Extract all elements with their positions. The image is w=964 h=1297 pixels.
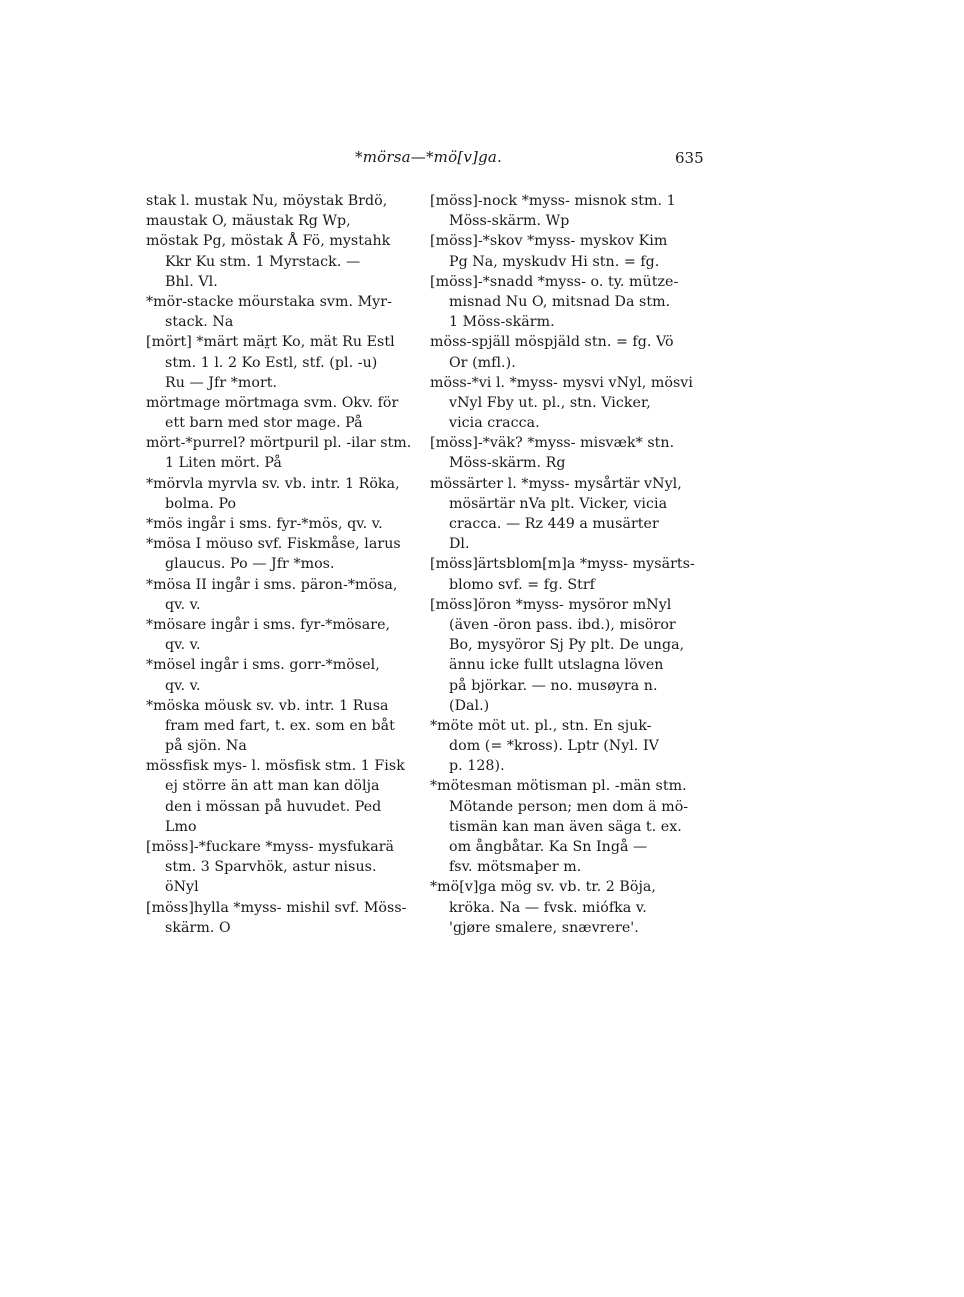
entry-continuation-line: Möss-skärm. Rg <box>449 455 566 472</box>
entry-line: [möss]-*skov *myss- myskov Kim <box>430 233 668 250</box>
entry-continuation-line: Dl. <box>449 536 470 553</box>
entry-continuation-line: om ångbåtar. Ka Sn Ingå — <box>449 839 648 855</box>
entry-line: *mösare ingår i sms. fyr-*mösare, <box>146 616 391 633</box>
entry-continuation-line: Or (mfl.). <box>449 354 516 371</box>
entry-continuation-line: (även -öron pass. ibd.), misöror <box>449 616 676 633</box>
entry-continuation-line: ett barn med stor mage. På <box>165 415 363 432</box>
entry-line: [möss]-*väk? *myss- misvæk* stn. <box>430 435 675 452</box>
entry-line: [möss]-nock *myss- misnok stm. 1 <box>430 193 676 209</box>
entry-line: [mört] *märt mär̤t Ko, mät Ru Estl <box>146 334 395 351</box>
entry-continuation-line: 'gjøre smalere, snævrere'. <box>449 919 639 936</box>
page-number: 635 <box>675 149 704 167</box>
entry-continuation-line: Mötande person; men dom ä mö- <box>449 798 689 815</box>
entry-line: stak l. mustak Nu, möystak Brdö, <box>146 193 388 209</box>
entry-continuation-line: skärm. O <box>165 919 231 936</box>
entry-line: *mör-stacke möurstaka svm. Myr- <box>146 293 392 310</box>
entry-continuation-line: misnad Nu O, mitsnad Da stm. <box>449 293 671 310</box>
entry-line: *mös ingår i sms. fyr-*mös, qv. v. <box>146 516 383 532</box>
entry-line: mössärter l. *myss- mysårtär vNyl, <box>430 475 682 492</box>
entry-continuation-line: på björkar. — no. musøyra n. <box>449 677 658 694</box>
entry-line: [möss]-*fuckare *myss- mysfukarä <box>146 839 395 855</box>
entry-line: *mö[v]ga möɡ sv. vb. tr. 2 Böja, <box>430 879 656 896</box>
entry-continuation-line: stm. 1 l. 2 Ko Estl, stf. (pl. -u) <box>165 354 378 371</box>
entry-continuation-line: öNyl <box>165 879 199 896</box>
right-column <box>430 191 730 938</box>
entry-line: [möss]hylla *myss- mishil svf. Möss- <box>146 899 407 916</box>
entry-continuation-line: (Dal.) <box>449 697 490 714</box>
entry-continuation-line: vNyl Fby ut. pl., stn. Vicker, <box>449 394 651 411</box>
entry-continuation-line: bolma. Po <box>165 495 237 512</box>
entry-line: mössfisk mys- l. mösfisk stm. 1 Fisk <box>146 758 405 775</box>
entry-line: maustak O, mäustak Rg Wp, <box>146 213 351 230</box>
entry-line: *mörvla myrvla sv. vb. intr. 1 Röka, <box>146 475 400 492</box>
entry-continuation-line: qv. v. <box>165 596 201 613</box>
entry-line: möstak Pg, möstak Å Fö, mystahk <box>146 233 391 250</box>
entry-line: [möss]öron *myss- mysöror mNyl <box>430 596 672 613</box>
entry-continuation-line: den i mössan på huvudet. Ped <box>165 798 382 815</box>
entry-continuation-line: qv. v. <box>165 677 201 694</box>
entry-line: mört-*purrel? mörtpuril pl. -ilar stm. <box>146 435 412 452</box>
entry-continuation-line: fram med fart, t. ex. som en båt <box>165 717 395 734</box>
entry-continuation-line: glaucus. Po — Jfr *mos. <box>165 556 335 573</box>
entry-line: möss-*vi l. *myss- mysvi vNyl, mösvi <box>430 374 693 391</box>
entry-line: möss-spjäll möspjäld stn. = fg. Vö <box>430 334 674 351</box>
entry-continuation-line: vicia cracca. <box>449 415 540 432</box>
entry-continuation-line: stack. Na <box>165 314 234 331</box>
entry-line: [möss]-*snadd *myss- o. ty. mütze- <box>430 273 679 290</box>
entry-continuation-line: stm. 3 Sparvhök, astur nisus. <box>165 859 377 876</box>
entry-continuation-line: på sjön. Na <box>165 738 247 755</box>
entry-continuation-line: p. 128). <box>449 758 505 775</box>
entry-continuation-line: fsv. mötsmaþer m. <box>449 859 582 876</box>
entry-continuation-line: Pg Na, myskudv Hi stn. = fg. <box>449 253 660 270</box>
entry-continuation-line: ännu icke fullt utslagna löven <box>449 657 664 674</box>
entry-continuation-line: 1 Möss-skärm. <box>449 314 555 331</box>
entry-line: *mötesman mötisman pl. -män stm. <box>430 778 687 795</box>
entry-line: *mösa I möuso svf. Fiskmåse, larus <box>146 536 401 553</box>
entry-line: *möte möt ut. pl., stn. En sjuk- <box>430 717 652 734</box>
entry-continuation-line: qv. v. <box>165 637 201 654</box>
running-head: *mörsa—*mö[v]ga. <box>355 148 503 166</box>
entry-continuation-line: cracca. — Rz 449 a musärter <box>449 516 659 532</box>
entry-line: mörtmage mörtmaga svm. Okv. för <box>146 394 399 411</box>
entry-continuation-line: blomo svf. = fg. Strf <box>449 576 595 593</box>
left-column <box>146 191 431 938</box>
entry-continuation-line: Ru — Jfr *mort. <box>165 374 278 391</box>
entry-continuation-line: Bhl. Vl. <box>165 273 218 290</box>
entry-continuation-line: ej större än att man kan dölja <box>165 778 380 795</box>
entry-continuation-line: mösärtär nVa plt. Vicker, vicia <box>449 495 668 512</box>
entry-line: *möska möusk sv. vb. intr. 1 Rusa <box>146 697 389 714</box>
entry-line: *mösa II ingår i sms. päron-*mösa, <box>146 576 398 593</box>
entry-continuation-line: dom (= *kross). Lptr (Nyl. IV <box>449 738 659 755</box>
entry-continuation-line: Lmo <box>165 818 197 835</box>
entry-line: *mösel ingår i sms. gorr-*mösel, <box>146 657 380 674</box>
entry-continuation-line: tismän kan man även säga t. ex. <box>449 818 682 835</box>
entry-continuation-line: Kkr Ku stm. 1 Myrstack. — <box>165 253 361 270</box>
entry-continuation-line: Möss-skärm. Wp <box>449 213 570 230</box>
entry-line: [möss]ärtsblom[m]a *myss- mysärts- <box>430 556 695 573</box>
entry-continuation-line: kröka. Na — fvsk. miófka v. <box>449 899 647 916</box>
entry-continuation-line: 1 Liten mört. På <box>165 455 282 472</box>
entry-continuation-line: Bo, mysyöror Sj Py plt. De unga, <box>449 637 685 654</box>
